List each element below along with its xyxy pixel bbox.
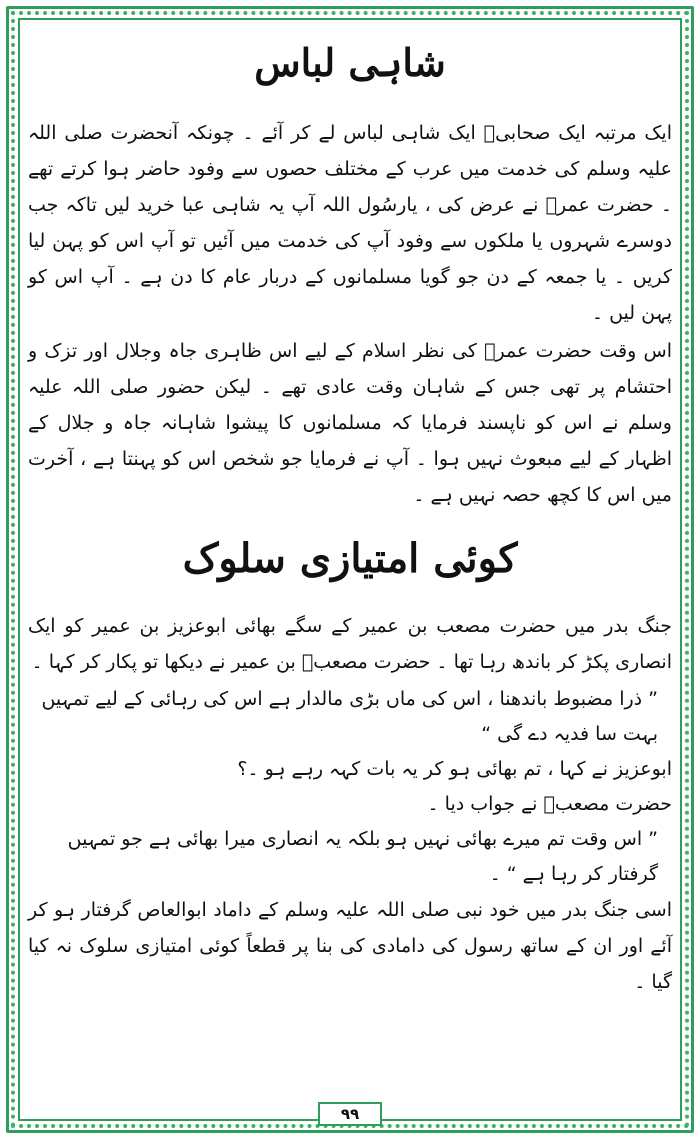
text-line: حضرت مصعبؓ نے جواب دیا ۔ <box>427 793 672 815</box>
page-number: ۹۹ <box>318 1102 382 1126</box>
quote-line: ” ذرا مضبوط باندھنا ، اس کی ماں بڑی مالدار ہے اس کی رہائی کے لیے تمہیں بہت سا فدیہ دے گی “ <box>41 688 658 745</box>
section-title-royal-dress: شاہی لباس <box>254 40 446 85</box>
paragraph: جنگ بدر میں حضرت مصعب بن عمیر کے سگے بھائی ابوعزیز بن عمیر کو ایک انصاری پکڑ کر باندھ رہا تھا ۔ حضرت مصعبؓ بن عمیر نے دیکھا تو پکار کر کہا ۔ <box>28 615 672 673</box>
paragraph: اس وقت حضرت عمرؓ کی نظر اسلام کے لیے اس ظاہری جاہ وجلال اور تزک و احتشام پر تھی جس کے شاہان وقت عادی تھے ۔ لیکن حضور صلی اللہ علیہ وسلم نے اس کو ناپسند فرمایا کہ مسلمانوں کا پیشوا شاہانہ جاہ و جلال کے اظہار کے لیے مبعوث نہیں ہوا ۔ آپ نے فرمایا جو شخص اس کو پہنتا ہے ، آخرت میں اس کا کچھ حصہ نہیں ہے ۔ <box>28 340 672 506</box>
text-line: ابوعزیز نے کہا ، تم بھائی ہو کر یہ بات کہہ رہے ہو ۔؟ <box>237 758 672 780</box>
quote-line: ” اس وقت تم میرے بھائی نہیں ہو بلکہ یہ انصاری میرا بھائی ہے جو تمہیں گرفتار کر رہا ہے “ ۔ <box>67 828 658 885</box>
page-content <box>28 30 672 1090</box>
paragraph: اسی جنگ بدر میں خود نبی صلی اللہ علیہ وسلم کے داماد ابوالعاص گرفتار ہو کر آئے اور ان کے ساتھ رسول کی دامادی کی بنا پر قطعاً کوئی امتیازی سلوک نہ کیا گیا ۔ <box>28 899 672 993</box>
paragraph: ایک مرتبہ ایک صحابیؓ ایک شاہی لباس لے کر آئے ۔ چونکہ آنحضرت صلی اللہ علیہ وسلم کی خدمت میں عرب کے مختلف حصوں سے وفود حاضر ہوا کرتے تھے ۔ حضرت عمرؓ نے عرض کی ، یارسُول اللہ آپ یہ شاہی عبا خرید لیں تاکہ جب دوسرے شہروں یا ملکوں سے وفود آپ کی خدمت میں آئیں تو آپ اس کو پہن لیا کریں ۔ یا جمعہ کے دن جو گویا مسلمانوں کے دربار عام کا دن ہے ۔ آپ اس کو پہن لیں ۔ <box>28 122 672 324</box>
section-title-no-special-treatment: کوئی امتیازی سلوک <box>182 535 518 582</box>
